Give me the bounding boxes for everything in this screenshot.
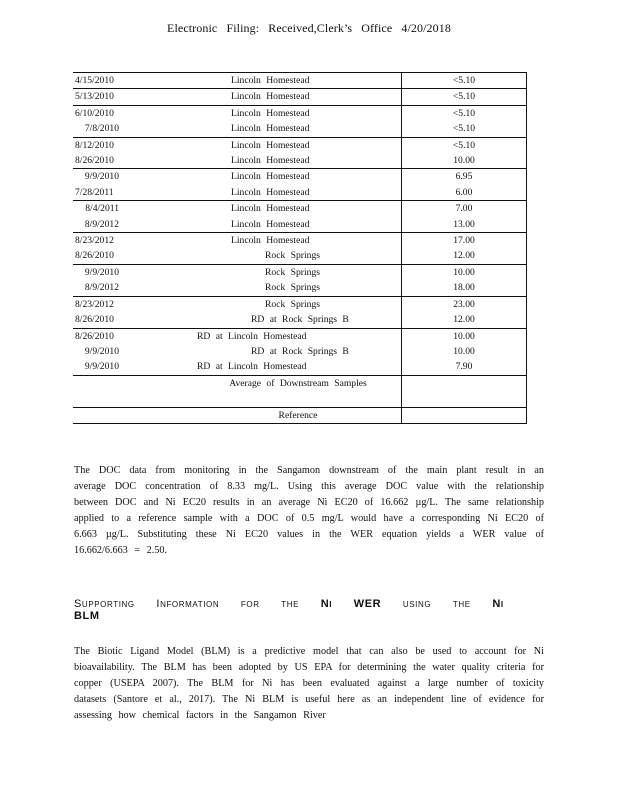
empty-cell [402,375,527,407]
site-cell: Lincoln Homestead [125,73,402,89]
ni-value-cell: <5.10 [452,123,476,135]
table-row [73,137,527,153]
filing-header: Electronic Filing: Received,Clerk’s Office 4/20/2018 [167,21,451,35]
ni-value-cell: <5.10 [402,105,527,121]
empty-cell [73,375,125,407]
table-row [73,121,527,137]
ni-value-cell: 7.90 [455,361,473,373]
table-row [73,169,527,185]
ni-value-cell: 10.00 [453,155,475,167]
table-row [73,264,527,280]
date-cell: 8/26/2010 [73,328,125,344]
table-row [73,105,527,121]
site-cell: Rock Springs [125,264,402,280]
site-cell: Lincoln Homestead [125,121,402,137]
ni-value-cell: 23.00 [402,296,527,312]
site-cell: Lincoln Homestead [125,89,402,105]
date-cell: 8/26/2010 [75,155,114,167]
date-cell: 5/13/2010 [73,89,125,105]
site-cell: RD at Lincoln Homestead [125,328,402,344]
site-cell: Lincoln Homestead [125,217,402,233]
date-cell: 4/15/2010 [73,73,125,89]
average-row [73,375,527,407]
ni-value-cell: <5.10 [402,137,527,153]
section-heading-part3: using the [402,598,471,610]
doc-paragraph: The DOC data from monitoring in the Sangamon downstream of the main plant result in an average DOC concentration of 8.33 mg/L. Using this average DOC value with the relationship between DOC and Ni EC20 results in an average Ni EC20 of 16.662 µg/L. The same relationship applied to a reference sample with a DOC of 0.5 mg/L would have a corresponding Ni EC20 of 6.663 µg/L. Substituting these Ni EC20 values in the WER equation yields a WER value of 16.662/6.663 = 2.50. [74,465,544,556]
reference-label: Reference [125,407,402,423]
section-heading [74,598,544,622]
table-row [73,89,527,105]
ni-value-cell: 13.00 [453,218,475,230]
ni-value-cell: 7.00 [402,201,527,217]
ni-value-cell: 18.00 [453,282,475,294]
average-label: Average of Downstream Samples [125,375,402,407]
table-row [73,233,527,249]
ni-value-cell: 12.00 [453,250,475,262]
date-cell: 7/28/2011 [75,186,114,198]
date-cell: 7/8/2010 [84,123,119,135]
date-cell: 8/23/2012 [73,296,125,312]
table-row [73,73,527,89]
section-heading-part2: Ni WER [320,598,382,610]
table-row [73,248,527,264]
ni-value-cell: 6.95 [402,169,527,185]
ni-value-cell: 10.00 [453,345,475,357]
table-row [73,280,527,296]
date-cell: 8/26/2010 [75,314,114,326]
site-cell: Lincoln Homestead [125,201,402,217]
date-cell: 8/26/2010 [75,250,114,262]
site-cell: RD at Rock Springs B [125,344,402,359]
ni-value-cell: 10.00 [402,264,527,280]
site-cell: RD at Rock Springs B [125,312,402,328]
table-row [73,312,527,328]
table-row [73,328,527,344]
ni-value-cell: 6.00 [455,186,473,198]
table-row [73,185,527,201]
site-cell: Lincoln Homestead [125,185,402,201]
table-row [73,359,527,375]
ni-value-cell: 17.00 [402,233,527,249]
site-cell: Rock Springs [125,248,402,264]
empty-cell [73,407,125,423]
empty-cell [402,407,527,423]
section-heading-part1: Supporting Information for the [74,598,300,610]
date-cell: 8/9/2012 [84,218,119,230]
date-cell: 9/9/2010 [84,345,119,357]
wer-data-table [73,72,527,424]
site-cell: RD at Lincoln Homestead [125,359,402,375]
date-cell: 9/9/2010 [84,361,119,373]
table-body [73,73,527,424]
blm-paragraph: The Biotic Ligand Model (BLM) is a predictive model that can also be used to account for Ni bioavailability. The BLM has been adopted by US EPA for determining the water quality criteria for copper (USEPA 2007). The BLM for Ni has been evaluated against a large number of toxicity datasets (Santore et al., 2017). The Ni BLM is useful here as an independent line of evidence for assessing how chemical factors in the Sangamon River [74,646,544,721]
date-cell: 6/10/2010 [73,105,125,121]
site-cell: Lincoln Homestead [125,169,402,185]
section-heading-part4: Ni BLM [74,598,504,622]
table-row [73,296,527,312]
ni-value-cell: <5.10 [402,73,527,89]
reference-row [73,407,527,423]
table-row [73,217,527,233]
table-row [73,153,527,169]
site-cell: Rock Springs [125,296,402,312]
date-cell: 9/9/2010 [73,264,125,280]
table-row [73,201,527,217]
date-cell: 8/4/2011 [73,201,125,217]
site-cell: Lincoln Homestead [125,105,402,121]
ni-value-cell: 12.00 [453,314,475,326]
ni-value-cell: <5.10 [402,89,527,105]
site-cell: Lincoln Homestead [125,233,402,249]
site-cell: Lincoln Homestead [125,137,402,153]
site-cell: Rock Springs [125,280,402,296]
ni-value-cell: 10.00 [402,328,527,344]
date-cell: 8/12/2010 [73,137,125,153]
site-cell: Lincoln Homestead [125,153,402,169]
table-row [73,344,527,359]
date-cell: 8/9/2012 [84,282,119,294]
date-cell: 9/9/2010 [73,169,125,185]
date-cell: 8/23/2012 [73,233,125,249]
